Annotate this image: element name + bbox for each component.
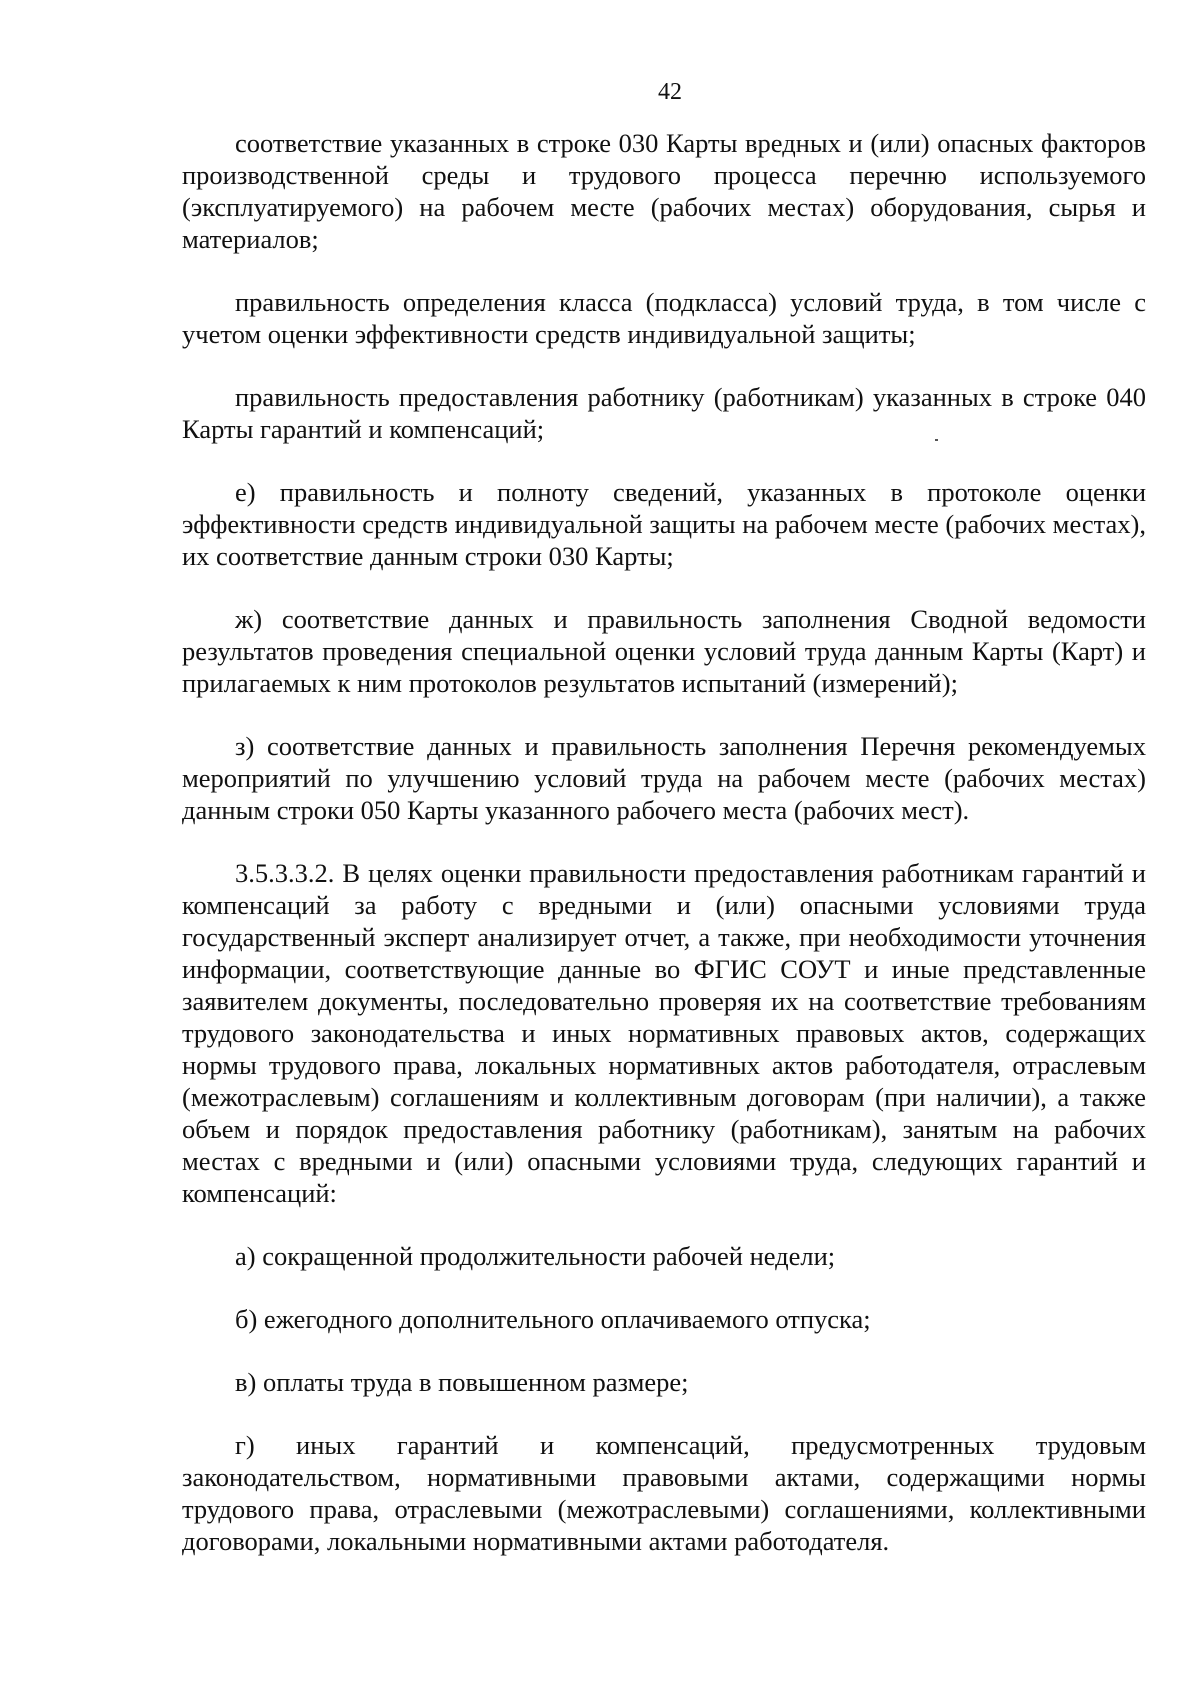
scan-speck xyxy=(935,439,938,441)
paragraph-class-determination: правильность определения класса (подкласса) условий труда, в том числе с учетом оценки эффективности средств индивидуальной защиты; xyxy=(182,287,1146,349)
paragraph-guarantees-provision: правильность предоставления работнику (работникам) указанных в строке 040 Карты гарантий и компенсаций; xyxy=(182,382,1146,444)
list-item-v: в) оплаты труда в повышенном размере; xyxy=(235,1367,689,1397)
list-item-g: г) иных гарантий и компенсаций, предусмотренных трудовым законодательством, нормативными правовыми актами, содержащими нормы трудового права, отраслевыми (межотраслевыми) соглашениями, коллективными договорами, локальными нормативными актами работодателя. xyxy=(182,1430,1146,1556)
paragraph-item-e: е) правильность и полноту сведений, указанных в протоколе оценки эффективности средств индивидуальной защиты на рабочем месте (рабочих местах), их соответствие данным строки 030 Карты; xyxy=(182,477,1146,571)
paragraph-equipment-compliance: соответствие указанных в строке 030 Карты вредных и (или) опасных факторов производственной среды и трудового процесса перечню используемого (эксплуатируемого) на рабочем месте (рабочих местах) оборудования, сырья и материалов; xyxy=(182,128,1146,254)
page-number: 42 xyxy=(658,79,682,105)
list-item-b: б) ежегодного дополнительного оплачиваемого отпуска; xyxy=(235,1304,871,1334)
paragraph-section-3-5-3-3-2: 3.5.3.3.2. В целях оценки правильности предоставления работникам гарантий и компенсаций за работу с вредными и (или) опасными условиями труда государственный эксперт анализирует отчет, а также, при необходимости уточнения информации, соответствующие данные во ФГИС СОУТ и иные представленные заявителем документы, последовательно проверяя их на соответствие требованиям трудового законодательства и иных нормативных правовых актов, содержащих нормы трудового права, локальных нормативных актов работодателя, отраслевым (межотраслевым) соглашениям и коллективным договорам (при наличии), а также объем и порядок предоставления работнику (работникам), занятым на рабочих местах с вредными и (или) опасными условиями труда, следующих гарантий и компенсаций: xyxy=(182,858,1146,1208)
paragraph-item-zh: ж) соответствие данных и правильность заполнения Сводной ведомости результатов проведения специальной оценки условий труда данным Карты (Карт) и прилагаемых к ним протоколов результатов испытаний (измерений); xyxy=(182,604,1146,698)
paragraph-item-z: з) соответствие данных и правильность заполнения Перечня рекомендуемых мероприятий по улучшению условий труда на рабочем месте (рабочих местах) данным строки 050 Карты указанного рабочего места (рабочих мест). xyxy=(182,731,1146,825)
document-body xyxy=(182,127,1146,1588)
list-item-a: а) сокращенной продолжительности рабочей недели; xyxy=(235,1241,836,1271)
